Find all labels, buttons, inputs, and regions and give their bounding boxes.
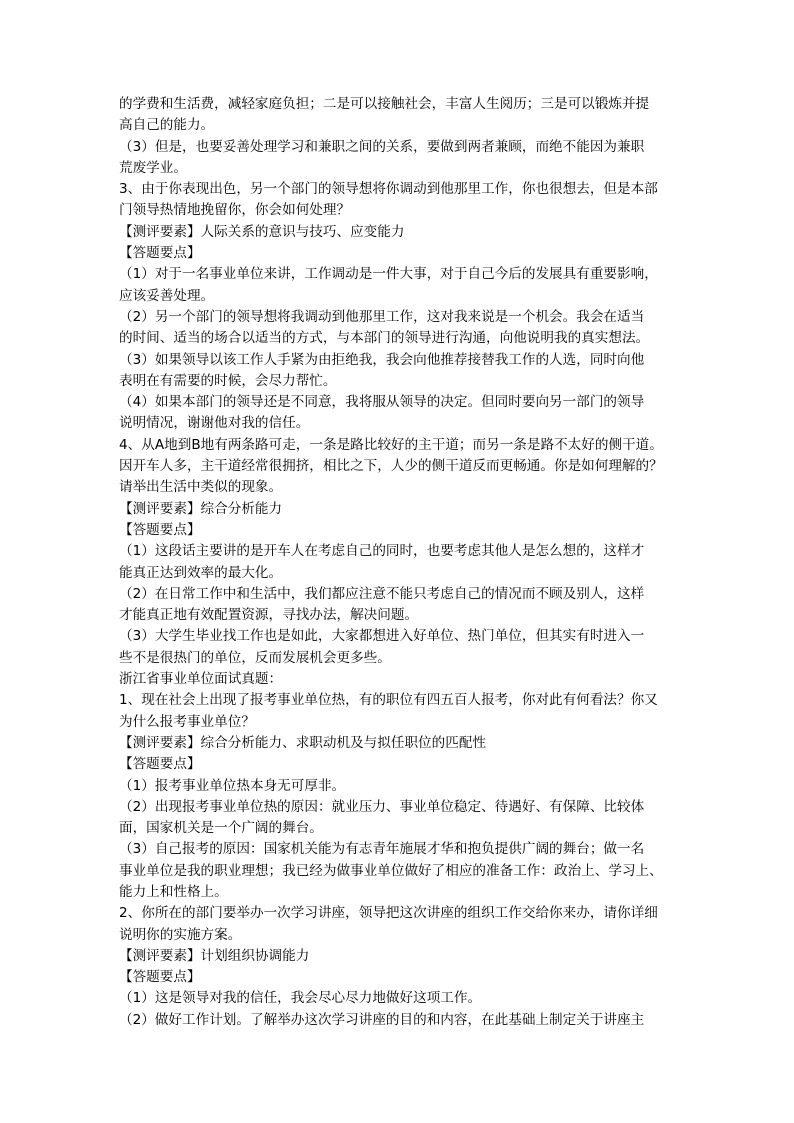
text-line: 应该妥善处理。: [119, 287, 215, 304]
text-line: （3）大学生毕业找工作也是如此，大家都想进入好单位、热门单位，但其实有时进入一: [119, 628, 645, 645]
text-line: 【测评要素】综合分析能力、求职动机及与拟任职位的匹配性: [119, 734, 487, 751]
text-line: 【测评要素】人际关系的意识与技巧、应变能力: [119, 223, 405, 240]
text-line: （2）做好工作计划。了解举办这次学习讲座的目的和内容，在此基础上制定关于讲座主: [119, 1011, 645, 1028]
text-line: 因开车人多，主干道经常很拥挤，相比之下，人少的侧干道反而更畅通。你是如何理解的？: [119, 458, 663, 475]
text-line: （1）这是领导对我的信任，我会尽心尽力地做好这项工作。: [119, 990, 482, 1007]
text-line: （1）对于一名事业单位来讲，工作调动是一件大事，对于自己今后的发展具有重要影响，: [119, 266, 658, 283]
text-line: （3）但是，也要妥善处理学习和兼职之间的关系，要做到两者兼顾，而绝不能因为兼职: [119, 138, 645, 155]
text-line: 才能真正地有效配置资源，寻找办法，解决问题。: [119, 607, 419, 624]
text-line: 说明情况，谢谢他对我的信任。: [119, 415, 310, 432]
text-line: 说明你的实施方案。: [119, 926, 242, 943]
text-line: （1）报考事业单位热本身无可厚非。: [119, 777, 346, 794]
text-line: 3、由于你表现出色，另一个部门的领导想将你调动到他那里工作，你也很想去，但是本部: [119, 181, 658, 198]
text-line: 能真正达到效率的最大化。: [119, 564, 283, 581]
text-line: 为什么报考事业单位？: [119, 713, 255, 730]
text-line: 门领导热情地挽留你，你会如何处理？: [119, 202, 351, 219]
text-line: （2）出现报考事业单位热的原因：就业压力、事业单位稳定、待遇好、有保障、比较体: [119, 798, 645, 815]
text-line: 表明在有需要的时候，会尽力帮忙。: [119, 372, 337, 389]
text-line: 请举出生活中类似的现象。: [119, 479, 283, 496]
document-body-text: [119, 94, 689, 1031]
text-line: 【测评要素】计划组织协调能力: [119, 947, 310, 964]
text-line: 浙江省事业单位面试真题：: [119, 671, 283, 688]
text-line: （1）这段话主要讲的是开车人在考虑自己的同时，也要考虑其他人是怎么想的，这样才: [119, 543, 645, 560]
text-line: 荒废学业。: [119, 159, 187, 176]
text-line: 【答题要点】: [119, 521, 201, 538]
text-line: 些不是很热门的单位，反而发展机会更多些。: [119, 649, 391, 666]
text-line: （4）如果本部门的领导还是不同意，我将服从领导的决定。但同时要向另一部门的领导: [119, 394, 645, 411]
text-line: 2、你所在的部门要举办一次学习讲座，领导把这次讲座的组织工作交给你来办，请你详细: [119, 905, 658, 922]
text-line: （3）如果领导以该工作人手紧为由拒绝我，我会向他推荐接替我工作的人选，同时向他: [119, 351, 645, 368]
text-line: （2）在日常工作中和生活中，我们都应注意不能只考虑自己的情况而不顾及别人，这样: [119, 585, 645, 602]
text-line: 能力上和性格上。: [119, 883, 228, 900]
text-line: 事业单位是我的职业理想；我已经为做事业单位做好了相应的准备工作：政治上、学习上、: [119, 862, 663, 879]
text-line: 1、现在社会上出现了报考事业单位热，有的职位有四五百人报考，你对此有何看法？你又: [119, 692, 658, 709]
text-line: 【答题要点】: [119, 245, 201, 262]
text-line: 【答题要点】: [119, 969, 201, 986]
text-line: 4、从A地到B地有两条路可走，一条是路比较好的主干道；而另一条是路不太好的侧干道。: [119, 436, 663, 453]
text-line: 面，国家机关是一个广阔的舞台。: [119, 820, 323, 837]
text-line: 【测评要素】综合分析能力: [119, 500, 283, 517]
text-line: 的学费和生活费，减轻家庭负担；二是可以接触社会，丰富人生阅历；三是可以锻炼并提: [119, 96, 650, 112]
text-line: 的时间、适当的场合以适当的方式，与本部门的领导进行沟通，向他说明我的真实想法。: [119, 330, 650, 347]
text-line: （2）另一个部门的领导想将我调动到他那里工作，这对我来说是一个机会。我会在适当: [119, 308, 645, 325]
text-line: 【答题要点】: [119, 756, 201, 773]
text-line: （3）自己报考的原因：国家机关能为有志青年施展才华和抱负提供广阔的舞台；做一名: [119, 841, 645, 858]
text-line: 高自己的能力。: [119, 117, 215, 134]
